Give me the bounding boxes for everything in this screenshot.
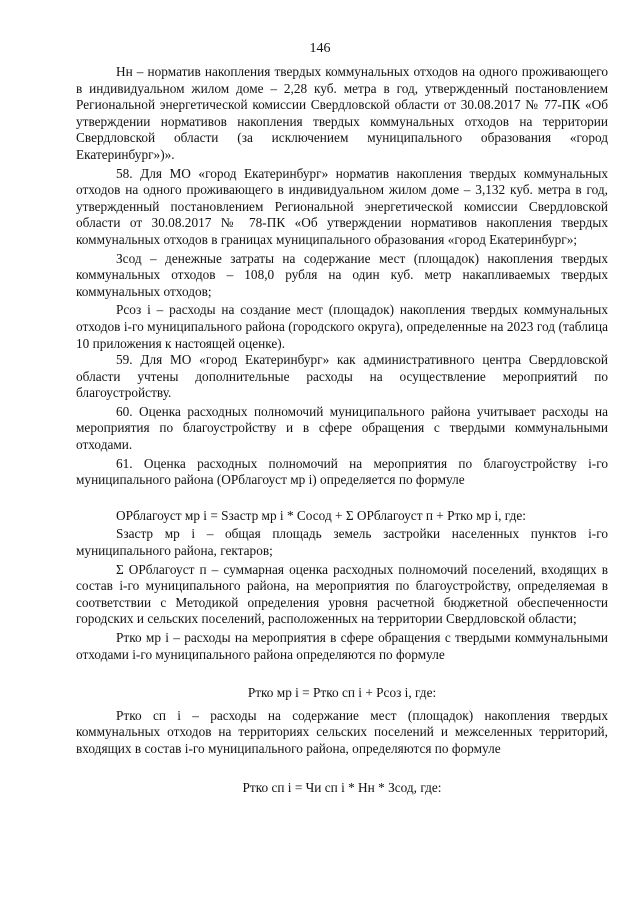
- paragraph-szastr-definition: Sзастр мр i – общая площадь земель застройки населенных пунктов i-го муниципального района, гектаров;: [76, 526, 608, 559]
- paragraph-59: 59. Для МО «город Екатеринбург» как административного центра Свердловской области учтены дополнительные расходы на осуществление мероприятий по благоустройству.: [76, 352, 608, 401]
- paragraph-rsoz-definition: Рсоз i – расходы на создание мест (площадок) накопления твердых коммунальных отходов i-го муниципального района (городского округа), определенные на 2023 год (таблица 10 приложения к настоящей оценке).: [76, 302, 608, 351]
- paragraph-rtko-mr-definition: Ртко мр i – расходы на мероприятия в сфере обращения с твердыми коммунальными отходами i-го муниципального района определяются по формуле: [76, 630, 608, 662]
- paragraph-zsod-definition: Зсод – денежные затраты на содержание мест (площадок) накопления твердых коммунальных отходов – 108,0 рубля на один куб. метр накапливаемых твердых коммунальных отходов;: [76, 250, 608, 299]
- formula-rtko-sp: Ртко сп i = Чи сп i * Нн * Зсод, где:: [242, 779, 442, 795]
- paragraph-61: 61. Оценка расходных полномочий на мероприятия по благоустройству i-го муниципального района (ОРблагоуст мр i) определяется по формуле: [76, 455, 608, 488]
- paragraph-sum-or-blagoust-definition: Σ ОРблагоуст п – суммарная оценка расходных полномочий поселений, входящих в состав i-го муниципального района, на мероприятия по благоустройству, определяемая в соответствии с Методикой определения уровня расчетной бюджетной обеспеченности городских и сельских поселений, расположенных на территории Свердловской области;: [76, 561, 608, 627]
- paragraph-rtko-sp-definition: Ртко сп i – расходы на содержание мест (площадок) накопления твердых коммунальных отходов на территориях сельских поселений и межселенных территорий, входящих в состав i-го муниципального района, определяются по формуле: [76, 707, 608, 756]
- formula-or-blagoust: ОРблагоуст мр i = Sзастр мр i * Сосод + Σ ОРблагоуст п + Ртко мр i, где:: [116, 507, 526, 523]
- document-body: [76, 64, 608, 796]
- paragraph-nn-definition: Нн – норматив накопления твердых коммунальных отходов на одного проживающего в индивидуальном жилом доме – 2,28 куб. метра в год, утвержденный постановлением Региональной энергетической комиссии Свердловской области от 30.08.2017 № 77-ПК «Об утверждении нормативов накопления твердых коммунальных отходов на территории Свердловской области (за исключением муниципального образования «город Екатеринбург»)».: [76, 64, 608, 162]
- paragraph-58: 58. Для МО «город Екатеринбург» норматив накопления твердых коммунальных отходов на одного проживающего в индивидуальном жилом доме – 3,132 куб. метра в год, утвержденный постановлением Региональной энергетической комиссии Свердловской области от 30.08.2017 № 78-ПК «Об утверждении нормативов накопления твердых коммунальных отходов в границах муниципального образования «город Екатеринбург»;: [76, 165, 608, 247]
- formula-rtko-mr: Ртко мр i = Ртко сп i + Рсоз i, где:: [247, 685, 437, 701]
- paragraph-60: 60. Оценка расходных полномочий муниципального района учитывает расходы на мероприятия по благоустройству и в сфере обращения с твердыми коммунальными отходами.: [76, 403, 608, 453]
- page-number: 146: [309, 41, 331, 56]
